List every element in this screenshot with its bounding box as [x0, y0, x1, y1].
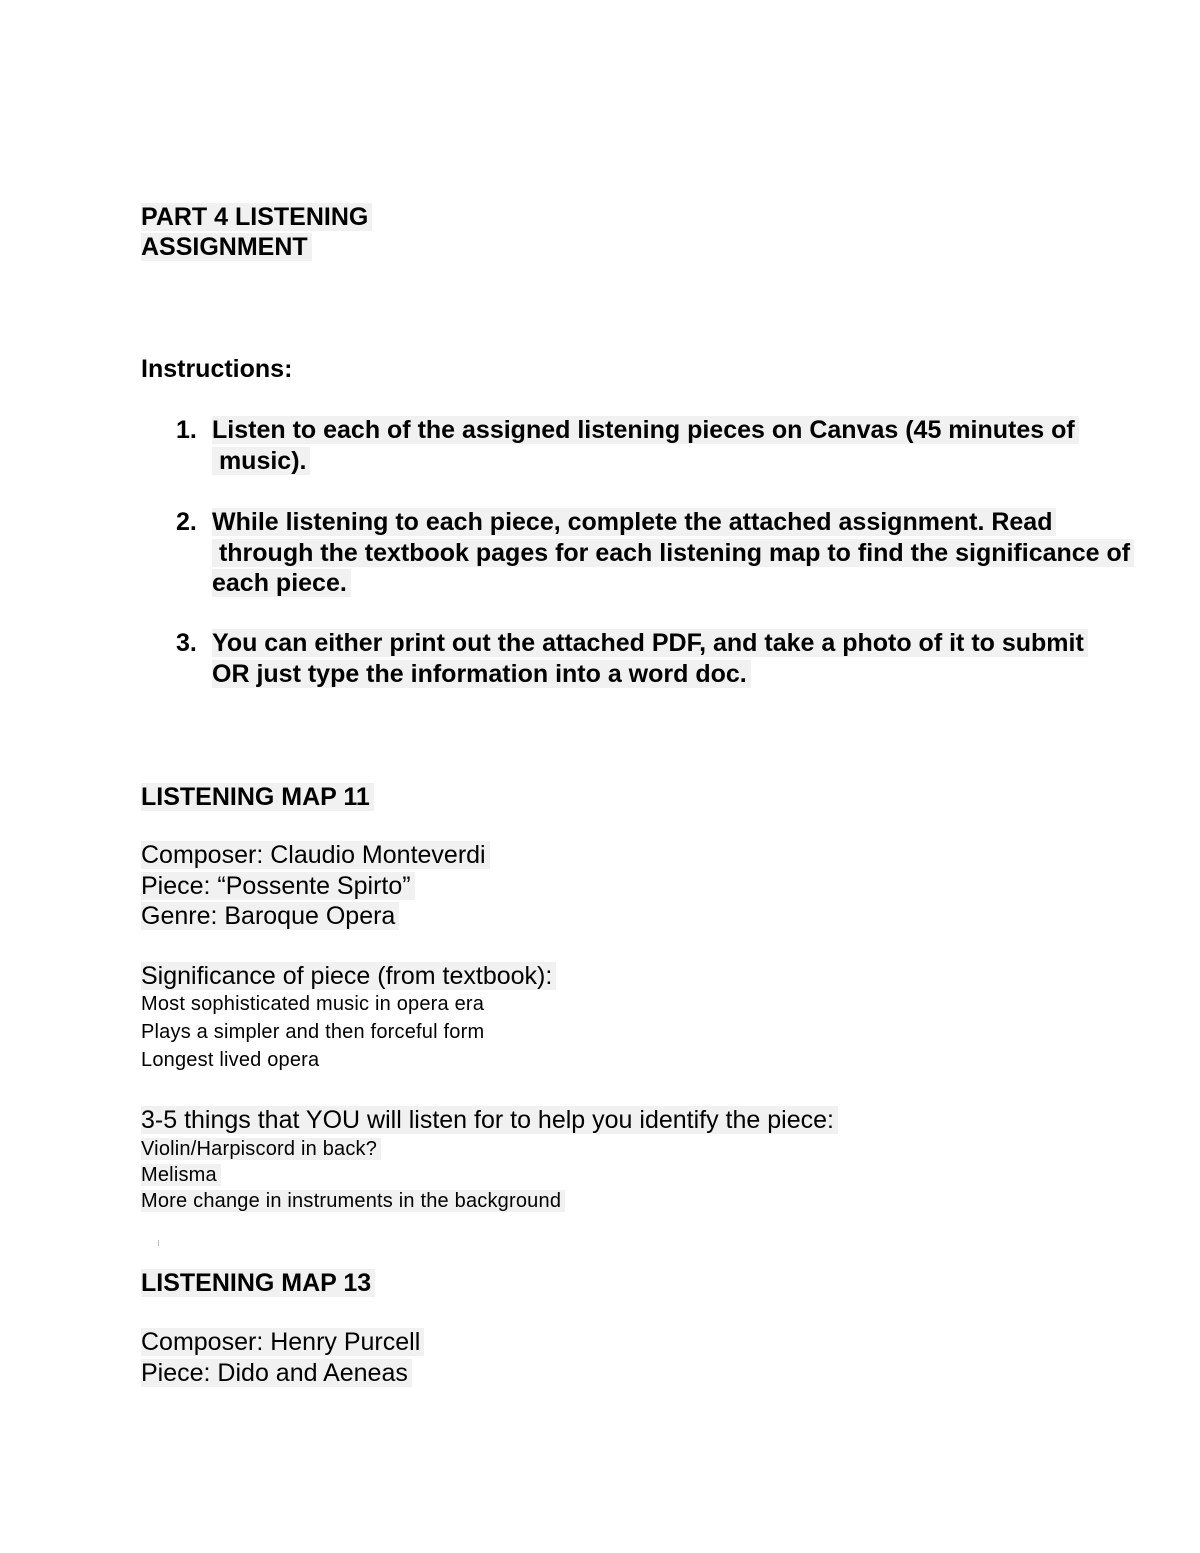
map11-listen-item: [141, 1188, 565, 1214]
title-line-1: PART 4 LISTENING: [141, 203, 372, 231]
map11-composer: [141, 840, 490, 871]
map11-piece-text: Piece: “Possente Spirto”: [141, 872, 415, 900]
stray-mark: [158, 1240, 159, 1246]
listening-map-13-heading-text: LISTENING MAP 13: [141, 1269, 375, 1297]
map13-composer-text: Composer: Henry Purcell: [141, 1328, 424, 1356]
map11-listen-heading-text: 3-5 things that YOU will listen for to help you identify the piece:: [141, 1106, 838, 1134]
instruction-3-line-1: You can either print out the attached PDF, and take a photo of it to submit: [212, 629, 1088, 657]
map11-significance-heading-text: Significance of piece (from textbook):: [141, 962, 556, 990]
map11-composer-text: Composer: Claudio Monteverdi: [141, 841, 490, 869]
map13-piece-text: Piece: Dido and Aeneas: [141, 1359, 412, 1387]
instruction-number-3: 3.: [176, 629, 197, 657]
map11-significance-3: Longest lived opera: [141, 1049, 320, 1071]
map11-significance-heading: [141, 961, 556, 992]
instruction-2-line-3: each piece.: [212, 569, 351, 597]
map11-genre-text: Genre: Baroque Opera: [141, 902, 399, 930]
instruction-1-line-1: Listen to each of the assigned listening pieces on Canvas (45 minutes of: [212, 416, 1079, 444]
instructions-heading: [141, 354, 292, 384]
map11-listen-item: [141, 1162, 221, 1188]
map11-significance-2: Plays a simpler and then forceful form: [141, 1021, 485, 1043]
instruction-number-2: 2.: [176, 508, 197, 536]
map13-composer: [141, 1327, 424, 1358]
map11-significance-item: [141, 1046, 319, 1074]
map11-piece: [141, 871, 415, 902]
instruction-2-line-1: While listening to each piece, complete the attached assignment. Read: [212, 508, 1056, 536]
map11-significance-item: [141, 1018, 484, 1046]
document-title: [141, 202, 372, 262]
map11-listen-heading: [141, 1105, 838, 1136]
instruction-number-1: 1.: [176, 416, 197, 444]
map11-significance-1: Most sophisticated music in opera era: [141, 993, 485, 1015]
instructions-heading-text: Instructions:: [141, 355, 293, 383]
listening-map-13-heading: [141, 1268, 375, 1298]
title-line-2: ASSIGNMENT: [141, 233, 312, 261]
map11-genre: [141, 901, 399, 932]
listening-map-11-heading: [141, 782, 374, 812]
instruction-2-line-2: through the textbook pages for each listening map to find the significance of: [212, 539, 1134, 567]
listening-map-11-heading-text: LISTENING MAP 11: [141, 783, 374, 811]
map11-significance-item: [141, 990, 484, 1018]
map11-listen-2: Melisma: [141, 1164, 221, 1186]
map13-piece: [141, 1358, 412, 1389]
instruction-1-line-2: music).: [212, 447, 310, 475]
map11-listen-item: [141, 1136, 381, 1162]
map11-listen-1: Violin/Harpiscord in back?: [141, 1138, 381, 1160]
map11-listen-3: More change in instruments in the background: [141, 1190, 565, 1212]
instruction-3-line-2: OR just type the information into a word doc.: [212, 660, 751, 688]
